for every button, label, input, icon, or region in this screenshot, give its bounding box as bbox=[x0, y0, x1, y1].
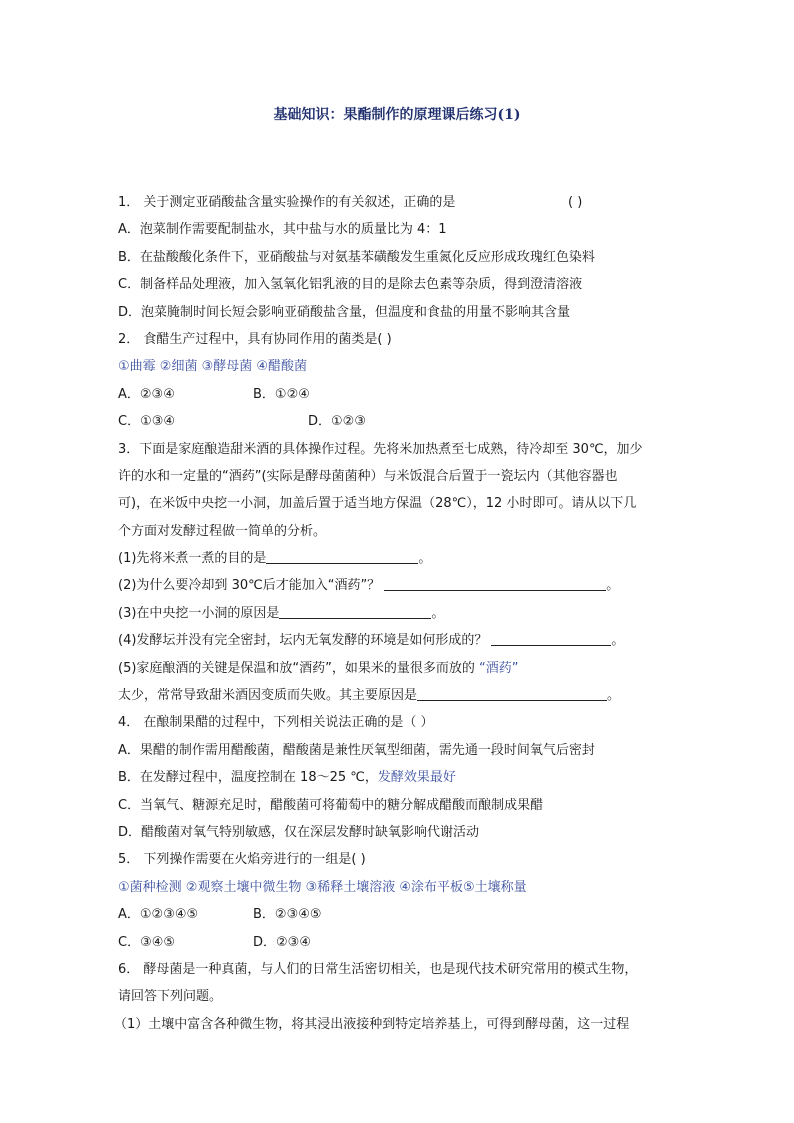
q4-option-c: C．当氧气、糖源充足时，醋酸菌可将葡萄中的糖分解成醋酸而酿制成果醋 bbox=[118, 797, 544, 813]
q4-stem: 4． 在酿制果醋的过程中，下列相关说法正确的是（ ） bbox=[118, 715, 434, 731]
question-list bbox=[114, 189, 678, 1038]
q5-option-a: A．①②③④⑤ bbox=[118, 907, 199, 923]
q2-option-b: B．①②④ bbox=[253, 386, 310, 402]
answer-blank[interactable] bbox=[384, 576, 606, 591]
q3-paragraph-2: 许的水和一定量的“酒药”(实际是酵母菌菌种）与米饭混合后置于一瓷坛内（其他容器也 bbox=[118, 468, 618, 484]
q1-option-a: A．泡菜制作需要配制盐水，其中盐与水的质量比为 4：1 bbox=[118, 222, 447, 238]
q3-paragraph-1: 3．下面是家庭酿造甜米酒的具体操作过程。先将米加热煮至七成熟，待冷却至 30℃，加少 bbox=[118, 441, 643, 457]
q1-stem: 1． 关于测定亚硝酸盐含量实验操作的有关叙述，正确的是 ( ) bbox=[118, 189, 678, 216]
q4-option-a: A．果醋的制作需用醋酸菌，醋酸菌是兼性厌氧型细菌，需先通一段时间氧气后密封 bbox=[118, 742, 595, 758]
q5-options-cd bbox=[118, 929, 678, 956]
q1-option-d: D．泡菜腌制时间长短会影响亚硝酸盐含量，但温度和食盐的用量不影响其含量 bbox=[118, 304, 571, 320]
q6-paragraph-1: 6． 酵母菌是一种真菌，与人们的日常生活密切相关，也是现代技术研究常用的模式生物， bbox=[118, 961, 638, 977]
q3-paragraph-3: 可)，在米饭中央挖一小洞，加盖后置于适当地方保温（28℃），12 小时即可。请从以下几 bbox=[118, 496, 637, 512]
q4-option-b: B．在发酵过程中，温度控制在 18～25 ℃，发酵效果最好 bbox=[118, 770, 456, 786]
q1-option-c: C．制备样品处理液，加入氢氧化铝乳液的目的是除去色素等杂质，得到澄清溶液 bbox=[118, 277, 583, 293]
answer-paren: ( ) bbox=[568, 195, 583, 210]
q6-sub-1: （1）土壤中富含各种微生物，将其浸出液接种到特定培养基上，可得到酵母菌，这一过程 bbox=[114, 1016, 630, 1032]
q2-options-cd bbox=[118, 408, 678, 435]
answer-blank[interactable] bbox=[417, 686, 607, 701]
q3-sub-5-cont: 太少，常常导致甜米酒因变质而失败。其主要原因是 。 bbox=[118, 688, 621, 704]
q3-sub-1: (1)先将米煮一煮的目的是 。 bbox=[118, 551, 432, 567]
q2-option-c: C．①③④ bbox=[118, 414, 176, 430]
q5-stem: 5． 下列操作需要在火焰旁进行的一组是( ) bbox=[118, 852, 366, 868]
q3-paragraph-4: 个方面对发酵过程做一简单的分析。 bbox=[118, 523, 327, 539]
q3-sub-2: (2)为什么要冷却到 30℃后才能加入“酒药”？ 。 bbox=[118, 578, 620, 594]
q5-option-d: D．②③④ bbox=[253, 934, 311, 950]
q5-items: ①菌种检测 ②观察土壤中微生物 ③稀释土壤溶液 ④涂布平板⑤土壤称量 bbox=[118, 879, 527, 895]
q2-options-ab bbox=[118, 381, 678, 408]
q5-options-ab bbox=[118, 901, 678, 928]
answer-blank[interactable] bbox=[491, 631, 611, 646]
q6-paragraph-2: 请回答下列问题。 bbox=[118, 989, 223, 1005]
q5-option-c: C．③④⑤ bbox=[118, 934, 176, 950]
q2-option-d: D．①②③ bbox=[308, 414, 366, 430]
q5-option-b: B．②③④⑤ bbox=[253, 907, 322, 923]
q1-option-b: B．在盐酸酸化条件下，亚硝酸盐与对氨基苯磺酸发生重氮化反应形成玫瑰红色染料 bbox=[118, 249, 595, 265]
q2-stem: 2． 食醋生产过程中，具有协同作用的菌类是( ) bbox=[118, 331, 392, 347]
q3-sub-5: (5)家庭酿酒的关键是保温和放“酒药”，如果米的量很多而放的 “酒药” bbox=[118, 660, 519, 676]
answer-blank[interactable] bbox=[266, 549, 418, 564]
q2-items: ①曲霉 ②细菌 ③酵母菌 ④醋酸菌 bbox=[118, 359, 308, 375]
q3-sub-3: (3)在中央挖一小洞的原因是 。 bbox=[118, 605, 445, 621]
q4-option-d: D．醋酸菌对氧气特别敏感，仅在深层发酵时缺氧影响代谢活动 bbox=[118, 824, 480, 840]
answer-blank[interactable] bbox=[279, 604, 431, 619]
q3-sub-4: (4)发酵坛并没有完全密封，坛内无氧发酵的环境是如何形成的？ 。 bbox=[118, 633, 625, 649]
page-title: 基础知识：果酯制作的原理课后练习(1) bbox=[273, 107, 521, 123]
q2-option-a: A．②③④ bbox=[118, 386, 175, 402]
